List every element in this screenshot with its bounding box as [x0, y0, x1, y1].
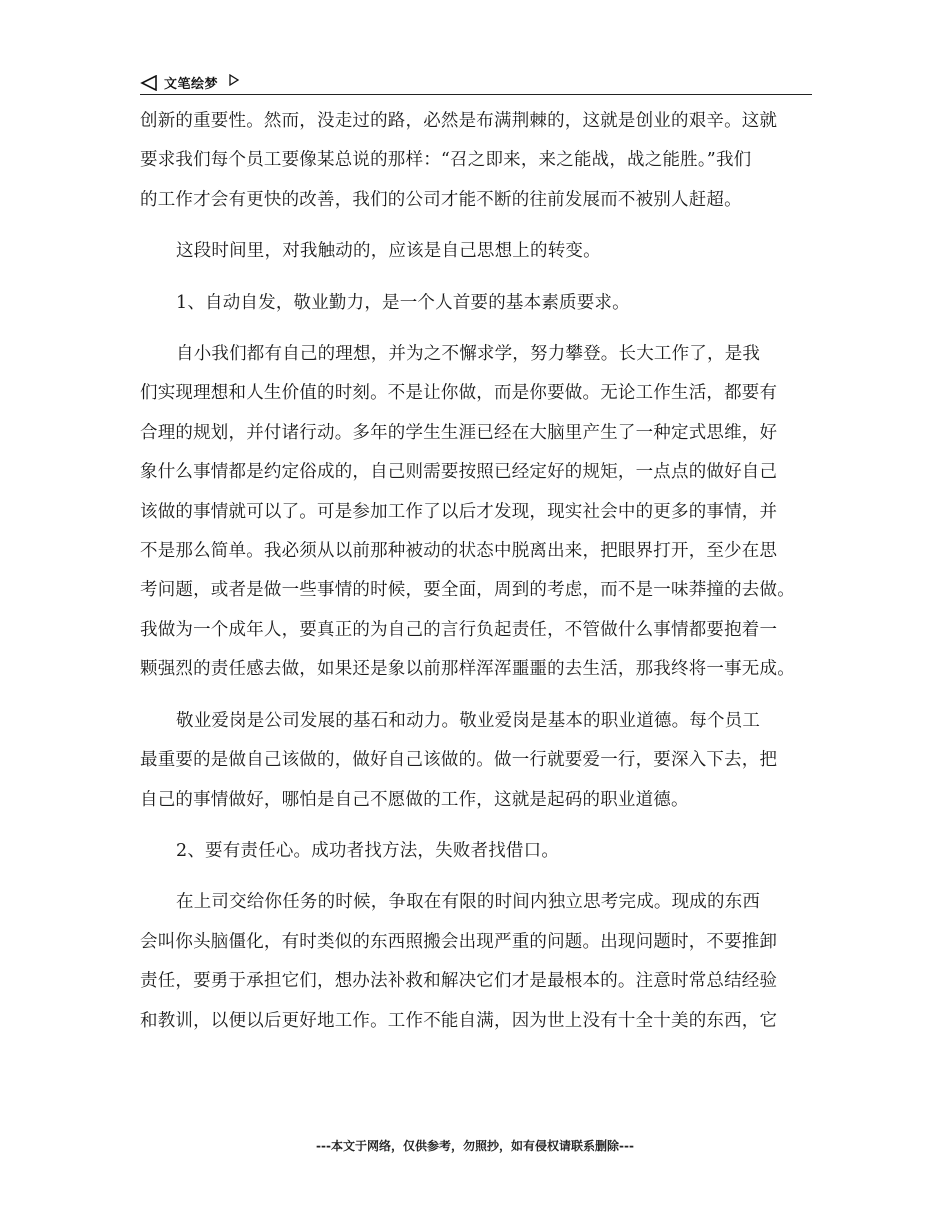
- paragraph: [140, 702, 840, 820]
- header-brand: 文笔绘梦: [164, 77, 219, 92]
- text-line: 不是那么简单。我必须从以前那种被动的状态中脱离出来，把眼界打开，至少在思: [140, 541, 778, 562]
- text-line: 1、自动自发，敬业勤力，是一个人首要的基本素质要求。: [176, 292, 630, 313]
- triangle-left-icon: [140, 75, 158, 91]
- text-line: 我做为一个成年人，要真正的为自己的言行负起责任，不管做什么事情都要抱着一: [140, 619, 778, 640]
- text-line: 的工作才会有更快的改善，我们的公司才能不断的往前发展而不被别人赶超。: [140, 189, 742, 210]
- text-line: 在上司交给你任务的时候，争取在有限的时间内独立思考完成。现成的东西: [176, 892, 761, 913]
- document-body: [140, 102, 840, 1053]
- text-line: 合理的规划，并付诸行动。多年的学生生涯已经在大脑里产生了一种定式思维，好: [140, 422, 778, 443]
- text-line: 象什么事情都是约定俗成的，自己则需要按照已经定好的规矩，一点点的做好自己: [140, 462, 778, 483]
- text-line: 会叫你头脑僵化，有时类似的东西照搬会出现严重的问题。出现问题时，不要推卸: [140, 931, 778, 952]
- paragraph: [140, 335, 840, 690]
- text-line: 敬业爱岗是公司发展的基石和动力。敬业爱岗是基本的职业道德。每个员工: [176, 710, 761, 731]
- section-heading: [140, 284, 840, 323]
- text-line: 2、要有责任心。成功者找方法，失败者找借口。: [176, 840, 560, 861]
- text-line: 和教训，以便以后更好地工作。工作不能自满，因为世上没有十全十美的东西，它: [140, 1010, 778, 1031]
- paragraph: [140, 102, 840, 220]
- text-line: 最重要的是做自己该做的，做好自己该做的。做一行就要爱一行，要深入下去，把: [140, 750, 778, 771]
- text-line: 这段时间里，对我触动的，应该是自己思想上的转变。: [176, 241, 601, 262]
- paragraph: [140, 232, 840, 271]
- paragraph: [140, 883, 840, 1041]
- page-header: [140, 72, 812, 95]
- footer-disclaimer: ---本文于网络，仅供参考，勿照抄，如有侵权请联系删除---: [316, 1139, 634, 1153]
- text-line: 要求我们每个员工要像某总说的那样：“召之即来，来之能战，战之能胜。”我们: [140, 150, 752, 171]
- text-line: 自小我们都有自己的理想，并为之不懈求学，努力攀登。长大工作了，是我: [176, 344, 761, 365]
- section-heading: [140, 832, 840, 871]
- text-line: 自己的事情做好，哪怕是自己不愿做的工作，这就是起码的职业道德。: [140, 789, 689, 810]
- text-line: 该做的事情就可以了。可是参加工作了以后才发现，现实社会中的更多的事情，并: [140, 501, 778, 522]
- triangle-right-icon: [228, 74, 240, 86]
- text-line: 创新的重要性。然而，没走过的路，必然是布满荆棘的，这就是创业的艰辛。这就: [140, 111, 778, 131]
- text-line: 颗强烈的责任感去做，如果还是象以前那样浑浑噩噩的去生活，那我终将一事无成。: [140, 659, 795, 680]
- text-line: 考问题，或者是做一些事情的时候，要全面，周到的考虑，而不是一味莽撞的去做。: [140, 580, 795, 601]
- text-line: 们实现理想和人生价值的时刻。不是让你做，而是你要做。无论工作生活，都要有: [140, 383, 778, 404]
- text-line: 责任，要勇于承担它们，想办法补救和解决它们才是最根本的。注意时常总结经验: [140, 971, 778, 992]
